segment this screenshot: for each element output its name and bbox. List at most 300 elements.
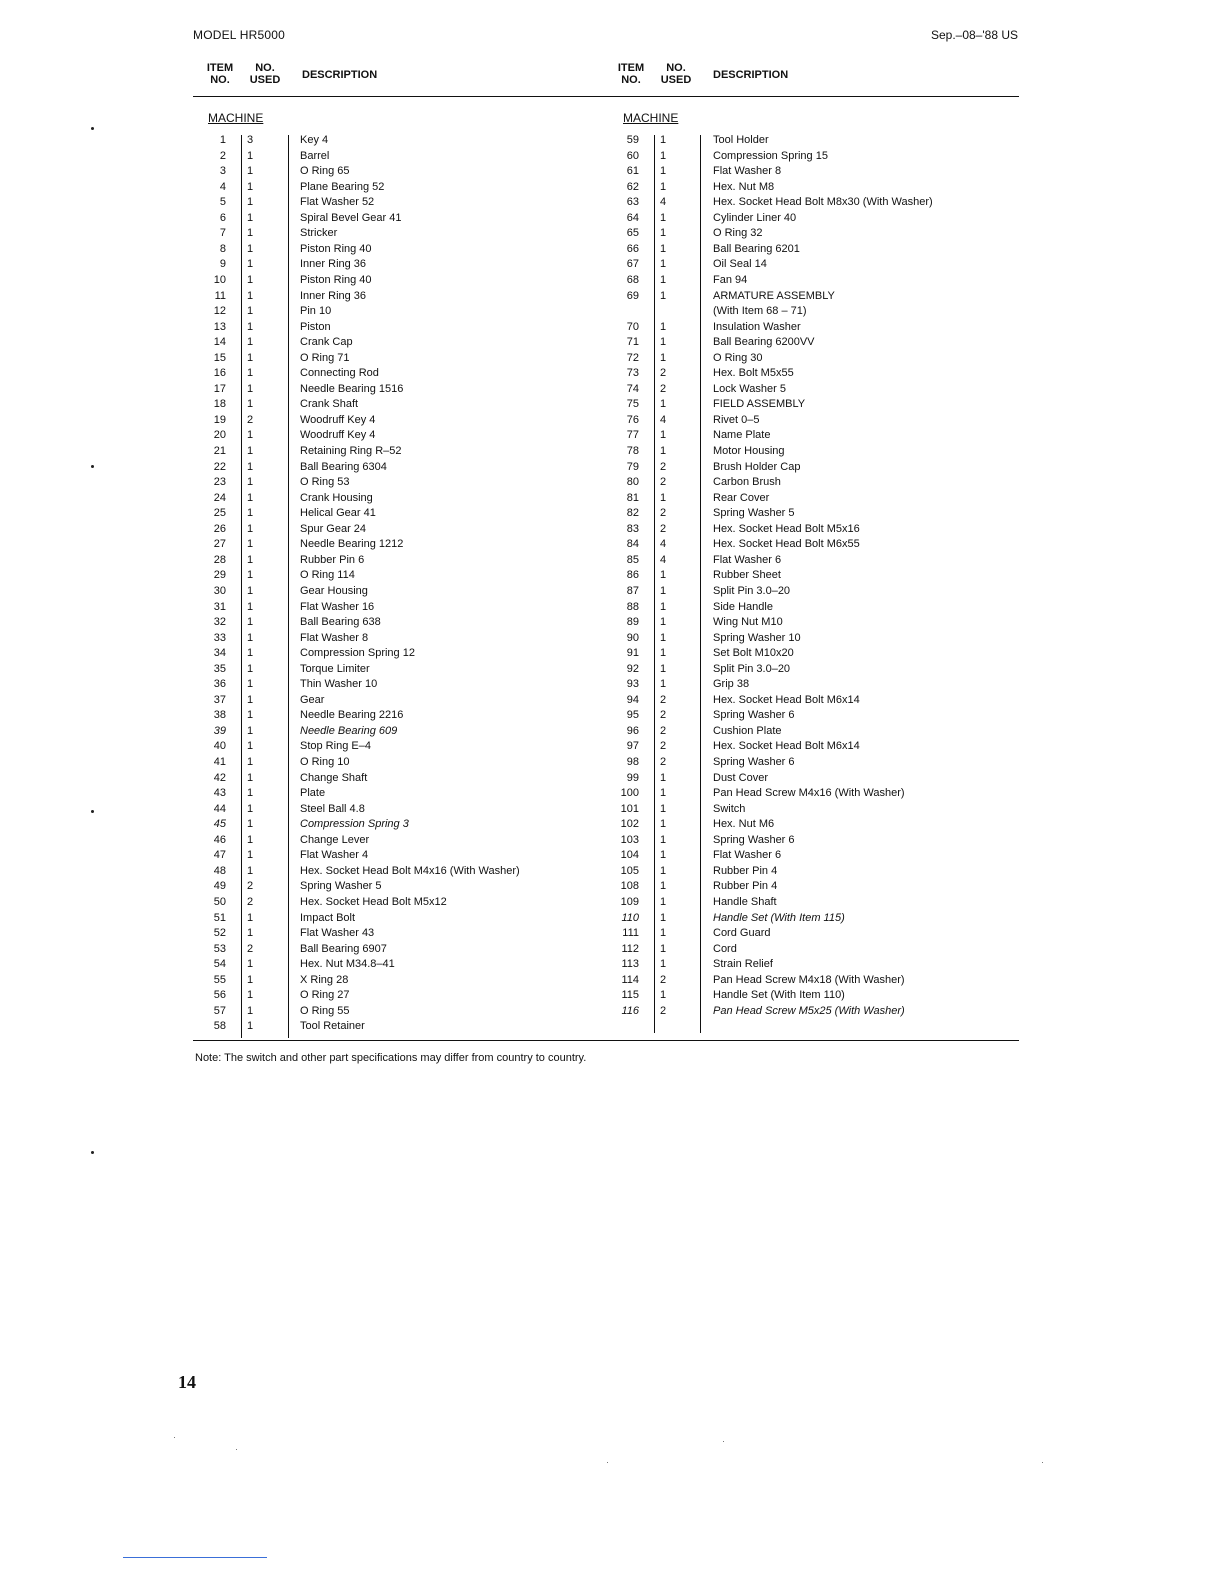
item-no-cell: 57 [213,1004,226,1017]
description-cell: Connecting Rod [300,367,379,380]
description-cell: Crank Shaft [300,398,359,411]
no-used-cell: 4 [659,196,667,209]
item-no-cell: 112 [621,942,639,955]
description-cell: Rear Cover [713,491,770,504]
no-used-cell: 2 [659,1004,667,1017]
item-no-cell: 55 [213,973,226,986]
description-cell: Ball Bearing 6907 [300,942,387,955]
item-no-cell: 87 [626,584,639,597]
no-used-cell: 1 [246,429,254,442]
description-cell: Pan Head Screw M4x16 (With Washer) [713,787,905,800]
column-divider [654,135,655,1033]
item-no-cell: 54 [213,958,226,971]
header-item-no: ITEM NO. [206,62,234,86]
item-no-cell: 99 [626,771,639,784]
description-cell: Handle Set (With Item 115) [713,911,845,924]
header-description: DESCRIPTION [713,69,789,81]
description-cell: Cord Guard [713,927,771,940]
item-no-cell: 81 [626,491,639,504]
item-no-cell: 41 [213,756,226,768]
item-no-cell: 42 [213,771,226,784]
revision-date: Sep.–08–'88 US [930,28,1018,42]
item-no-cell: 63 [626,196,639,209]
binder-hole-mark [91,465,94,468]
no-used-cell: 1 [659,787,667,800]
no-used-cell: 1 [246,709,254,722]
item-no-cell: 83 [626,522,639,535]
item-no-cell: 59 [626,134,639,146]
footer-rule [193,1040,1019,1041]
description-cell: Set Bolt M10x20 [713,647,794,660]
description-cell: Flat Washer 8 [713,165,782,178]
no-used-cell: 2 [659,476,667,489]
description-cell: Helical Gear 41 [300,507,376,520]
description-cell: Hex. Socket Head Bolt M6x14 [713,693,860,706]
item-no-cell: 30 [213,584,226,597]
no-used-cell: 1 [659,802,667,815]
item-no-cell: 94 [626,693,639,706]
description-cell: (With Item 68 – 71) [713,305,807,318]
description-cell: Split Pin 3.0–20 [713,662,791,675]
no-used-cell: 1 [659,818,667,831]
item-no-cell: 53 [213,942,226,955]
item-no-cell: 47 [213,849,226,862]
no-used-cell: 1 [246,740,254,753]
no-used-cell: 1 [659,927,667,940]
no-used-cell: 1 [246,445,254,457]
item-no-cell: 100 [620,787,639,800]
description-cell: Piston Ring 40 [300,273,372,286]
item-no-cell: 26 [213,522,226,535]
item-no-cell: 90 [626,631,639,644]
description-cell: Spring Washer 5 [713,507,795,520]
item-no-cell: 39 [213,724,226,737]
item-no-cell: 3 [219,165,226,178]
description-cell: Oil Seal 14 [713,258,767,271]
item-no-cell: 5 [219,196,226,209]
description-cell: Rubber Pin 4 [713,864,778,877]
description-cell: O Ring 53 [300,476,350,489]
description-cell: Gear Housing [300,584,368,597]
no-used-cell: 1 [246,538,254,551]
no-used-cell: 1 [246,756,254,768]
no-used-cell: 1 [246,647,254,660]
no-used-cell: 2 [659,507,667,520]
column-divider [241,135,242,1038]
item-no-cell: 56 [213,989,226,1002]
section-label-left: MACHINE [208,111,264,125]
description-cell: O Ring 10 [300,756,350,768]
item-no-cell: 34 [213,647,226,660]
no-used-cell: 1 [246,553,254,566]
item-no-cell: 38 [213,709,226,722]
description-cell: Rivet 0–5 [713,413,760,426]
description-cell: ARMATURE ASSEMBLY [713,289,835,302]
no-used-cell: 1 [246,289,254,302]
item-no-cell: 21 [213,445,226,457]
item-no-cell: 35 [213,662,226,675]
note-text: Note: The switch and other part specifications may differ from country to country. [195,1052,587,1064]
no-used-cell: 1 [246,927,254,940]
item-no-cell: 78 [626,445,639,457]
description-cell: Steel Ball 4.8 [300,802,365,815]
no-used-cell: 1 [246,320,254,333]
item-no-cell: 80 [626,476,639,489]
no-used-cell: 2 [659,724,667,737]
header-item-no: ITEM NO. [617,62,645,86]
description-cell: Flat Washer 52 [300,196,375,209]
item-no-cell: 76 [626,413,639,426]
description-cell: Compression Spring 3 [300,818,409,831]
description-cell: Inner Ring 36 [300,258,367,271]
item-no-cell: 10 [213,273,226,286]
description-cell: Woodruff Key 4 [300,413,376,426]
description-cell: Hex. Nut M34.8–41 [300,958,395,971]
description-cell: Grip 38 [713,678,750,691]
description-cell: Piston [300,320,331,333]
description-cell: Name Plate [713,429,771,442]
no-used-cell: 1 [659,398,667,411]
no-used-cell: 1 [659,616,667,629]
description-cell: Thin Washer 10 [300,678,378,691]
no-used-cell: 2 [659,756,667,768]
no-used-cell: 1 [659,911,667,924]
description-cell: Insulation Washer [713,320,801,333]
description-cell: Plane Bearing 52 [300,180,385,193]
item-no-cell: 15 [213,351,226,364]
item-no-cell: 70 [626,320,639,333]
item-no-cell: 29 [213,569,226,582]
item-no-cell: 64 [626,211,639,224]
item-no-cell: 43 [213,787,226,800]
item-no-cell: 40 [213,740,226,753]
no-used-cell: 1 [246,693,254,706]
description-cell: Crank Housing [300,491,373,504]
no-used-cell: 1 [246,864,254,877]
description-cell: Stricker [300,227,338,240]
no-used-cell: 1 [246,818,254,831]
no-used-cell: 1 [659,351,667,364]
description-cell: Cord [713,942,737,955]
no-used-cell: 2 [246,895,254,908]
no-used-cell: 1 [659,895,667,908]
header-no-used: NO. USED [249,62,281,86]
no-used-cell: 1 [246,973,254,986]
item-no-cell: 50 [213,895,226,908]
description-cell: Hex. Socket Head Bolt M4x16 (With Washer) [300,864,520,877]
item-no-cell: 71 [626,336,639,349]
no-used-cell: 2 [659,709,667,722]
description-cell: Ball Bearing 638 [300,616,381,629]
description-cell: Tool Retainer [300,1020,365,1033]
no-used-cell: 1 [246,491,254,504]
no-used-cell: 1 [246,507,254,520]
description-cell: Hex. Socket Head Bolt M5x12 [300,895,447,908]
no-used-cell: 1 [246,1004,254,1017]
item-no-cell: 68 [626,273,639,286]
scan-edge-line [123,1557,267,1558]
description-cell: Spur Gear 24 [300,522,367,535]
no-used-cell: 1 [246,802,254,815]
item-no-cell: 66 [626,242,639,255]
item-no-cell: 36 [213,678,226,691]
no-used-cell: 1 [246,227,254,240]
description-cell: Needle Bearing 1516 [300,382,404,395]
description-cell: Split Pin 3.0–20 [713,584,791,597]
no-used-cell: 2 [659,382,667,395]
no-used-cell: 1 [246,771,254,784]
description-cell: Ball Bearing 6304 [300,460,387,473]
item-no-cell: 62 [626,180,639,193]
header-description: DESCRIPTION [302,69,378,81]
item-no-cell: 108 [620,880,639,893]
description-cell: Woodruff Key 4 [300,429,376,442]
item-no-cell: 33 [213,631,226,644]
no-used-cell: 1 [659,429,667,442]
item-no-cell: 109 [620,895,639,908]
description-cell: Cylinder Liner 40 [713,211,797,224]
description-cell: Motor Housing [713,445,785,457]
no-used-cell: 1 [659,134,667,146]
description-cell: Compression Spring 12 [300,647,415,660]
item-no-cell: 89 [626,616,639,629]
description-cell: Pan Head Screw M5x25 (With Washer) [713,1004,905,1017]
description-cell: Flat Washer 43 [300,927,375,940]
description-cell: Needle Bearing 2216 [300,709,404,722]
description-cell: Hex. Bolt M5x55 [713,367,794,380]
item-no-cell: 25 [213,507,226,520]
item-no-cell: 116 [621,1004,639,1017]
no-used-cell: 1 [246,476,254,489]
section-label-right: MACHINE [623,111,679,125]
description-cell: Dust Cover [713,771,769,784]
no-used-cell: 2 [659,460,667,473]
description-cell: Spring Washer 5 [300,880,382,893]
no-used-cell: 1 [659,647,667,660]
description-cell: Crank Cap [300,336,353,349]
item-no-cell: 111 [622,927,639,940]
item-no-cell: 1 [219,134,226,146]
item-no-cell: 6 [219,211,226,224]
no-used-cell: 1 [659,989,667,1002]
no-used-cell: 1 [246,336,254,349]
description-cell: Wing Nut M10 [713,616,783,629]
column-divider [288,135,289,1038]
no-used-cell: 1 [659,662,667,675]
no-used-cell: 1 [246,398,254,411]
no-used-cell: 2 [246,413,254,426]
no-used-cell: 2 [659,522,667,535]
item-no-cell: 95 [626,709,639,722]
description-cell: Hex. Nut M8 [713,180,775,193]
item-no-cell: 101 [620,802,639,815]
description-cell: Hex. Socket Head Bolt M6x14 [713,740,860,753]
no-used-cell: 1 [246,165,254,178]
no-used-cell: 1 [246,833,254,846]
item-no-cell: 96 [626,724,639,737]
item-no-cell: 105 [620,864,639,877]
item-no-cell: 65 [626,227,639,240]
item-no-cell: 18 [213,398,226,411]
description-cell: Hex. Nut M6 [713,818,775,831]
scan-speck [607,1462,608,1463]
item-no-cell: 28 [213,553,226,566]
description-cell: Hex. Socket Head Bolt M5x16 [713,522,860,535]
description-cell: Retaining Ring R–52 [300,445,402,457]
item-no-cell: 75 [626,398,639,411]
item-no-cell: 86 [626,569,639,582]
no-used-cell: 1 [659,864,667,877]
no-used-cell: 1 [246,1020,254,1033]
item-no-cell: 11 [214,289,226,302]
description-cell: Tool Holder [713,134,769,146]
no-used-cell: 1 [659,880,667,893]
no-used-cell: 1 [659,569,667,582]
item-no-cell: 98 [626,756,639,768]
no-used-cell: 2 [659,973,667,986]
description-cell: Flat Washer 16 [300,600,375,613]
no-used-cell: 4 [659,553,667,566]
description-cell: O Ring 71 [300,351,350,364]
item-no-cell: 27 [213,538,226,551]
no-used-cell: 1 [659,849,667,862]
item-no-cell: 14 [213,336,226,349]
no-used-cell: 1 [246,242,254,255]
no-used-cell: 2 [659,693,667,706]
no-used-cell: 1 [659,336,667,349]
no-used-cell: 1 [246,382,254,395]
no-used-cell: 1 [246,616,254,629]
no-used-cell: 2 [659,367,667,380]
column-divider [700,135,701,1033]
description-cell: Impact Bolt [300,911,356,924]
item-no-cell: 19 [213,413,226,426]
description-cell: Change Lever [300,833,370,846]
item-no-cell: 37 [213,693,226,706]
scan-speck [174,1437,175,1438]
item-no-cell: 67 [626,258,639,271]
no-used-cell: 1 [246,273,254,286]
no-used-cell: 1 [246,180,254,193]
description-cell: Inner Ring 36 [300,289,367,302]
no-used-cell: 1 [659,771,667,784]
item-no-cell: 91 [626,647,639,660]
item-no-cell: 12 [213,305,226,318]
no-used-cell: 1 [246,460,254,473]
description-cell: Lock Washer 5 [713,382,786,395]
description-cell: FIELD ASSEMBLY [713,398,806,411]
binder-hole-mark [91,1151,94,1154]
no-used-cell: 1 [246,958,254,971]
description-cell: Rubber Pin 4 [713,880,778,893]
model-label: MODEL HR5000 [193,28,285,42]
item-no-cell: 58 [213,1020,226,1033]
no-used-cell: 1 [246,196,254,209]
description-cell: Side Handle [713,600,773,613]
item-no-cell: 115 [621,989,639,1002]
item-no-cell: 32 [213,616,226,629]
description-cell: Gear [300,693,325,706]
no-used-cell: 1 [246,522,254,535]
item-no-cell: 79 [626,460,639,473]
no-used-cell: 1 [246,989,254,1002]
no-used-cell: 1 [246,367,254,380]
item-no-cell: 17 [213,382,226,395]
item-no-cell: 52 [213,927,226,940]
description-cell: Barrel [300,149,330,162]
description-cell: Key 4 [300,134,329,146]
description-cell: Torque Limiter [300,662,370,675]
item-no-cell: 110 [621,911,639,924]
no-used-cell: 2 [659,740,667,753]
item-no-cell: 85 [626,553,639,566]
item-no-cell: 13 [213,320,226,333]
no-used-cell: 1 [659,227,667,240]
description-cell: Plate [300,787,326,800]
description-cell: O Ring 55 [300,1004,350,1017]
description-cell: Carbon Brush [713,476,781,489]
no-used-cell: 1 [659,942,667,955]
no-used-cell: 1 [659,958,667,971]
item-no-cell: 92 [626,662,639,675]
no-used-cell: 1 [659,491,667,504]
item-no-cell: 46 [213,833,226,846]
item-no-cell: 51 [213,911,226,924]
item-no-cell: 49 [213,880,226,893]
item-no-cell: 24 [213,491,226,504]
no-used-cell: 1 [659,242,667,255]
description-cell: Strain Relief [713,958,773,971]
item-no-cell: 82 [626,507,639,520]
no-used-cell: 1 [246,849,254,862]
scan-speck [723,1441,724,1442]
item-no-cell: 16 [213,367,226,380]
description-cell: Flat Washer 8 [300,631,369,644]
binder-hole-mark [91,127,94,130]
description-cell: Hex. Socket Head Bolt M6x55 [713,538,860,551]
description-cell: O Ring 65 [300,165,350,178]
description-cell: X Ring 28 [300,973,349,986]
no-used-cell: 1 [659,631,667,644]
description-cell: Piston Ring 40 [300,242,372,255]
item-no-cell: 23 [213,476,226,489]
description-cell: Spiral Bevel Gear 41 [300,211,402,224]
header-no-used: NO. USED [660,62,692,86]
no-used-cell: 1 [246,149,254,162]
no-used-cell: 1 [659,678,667,691]
no-used-cell: 3 [246,134,254,146]
no-used-cell: 2 [246,880,254,893]
description-cell: Needle Bearing 1212 [300,538,404,551]
description-cell: Stop Ring E–4 [300,740,371,753]
description-cell: Flat Washer 4 [300,849,369,862]
no-used-cell: 1 [659,320,667,333]
description-cell: Spring Washer 6 [713,833,795,846]
description-cell: Rubber Pin 6 [300,553,365,566]
no-used-cell: 1 [659,289,667,302]
item-no-cell: 44 [213,802,226,815]
no-used-cell: 1 [659,273,667,286]
item-no-cell: 45 [213,818,226,831]
header-rule [193,96,1019,97]
description-cell: Rubber Sheet [713,569,781,582]
no-used-cell: 1 [246,258,254,271]
scan-speck [1042,1462,1043,1463]
no-used-cell: 1 [659,584,667,597]
item-no-cell: 31 [213,600,226,613]
item-no-cell: 113 [621,958,639,971]
description-cell: O Ring 32 [713,227,763,240]
